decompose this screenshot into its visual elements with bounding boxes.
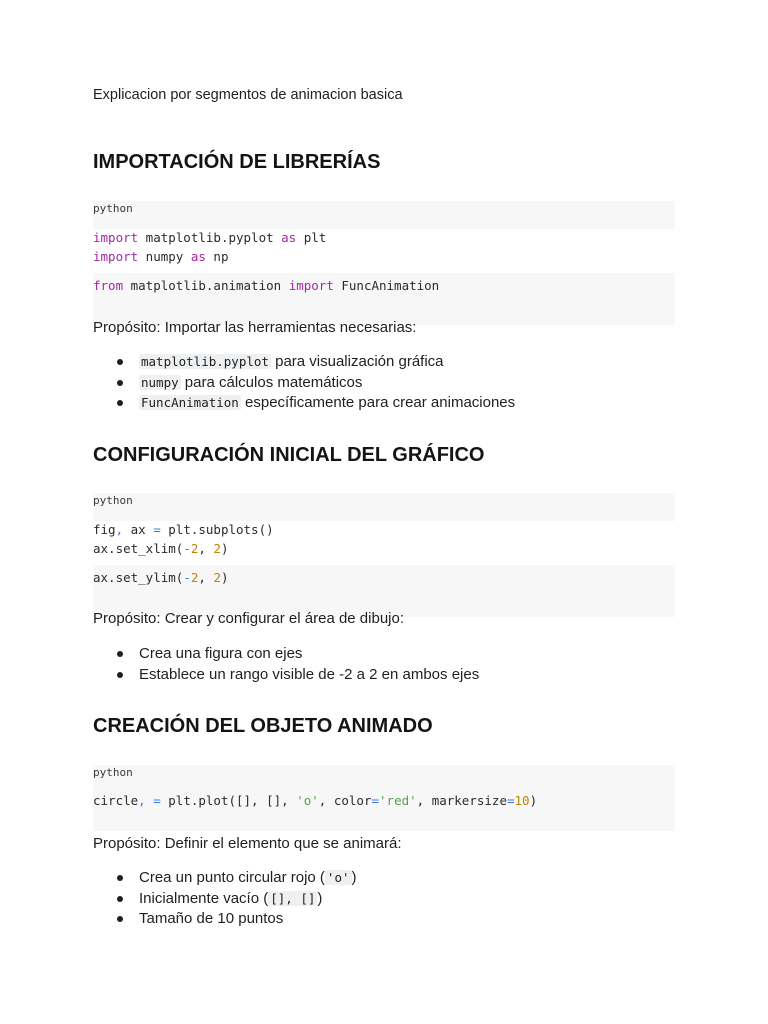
list-item: [93, 352, 515, 373]
code-line: ax.set_ylim(-2, 2): [93, 570, 229, 585]
purpose-text: Propósito: Importar las herramientas necesarias:: [93, 319, 417, 336]
code-line-group: [93, 273, 675, 325]
list-item: Tamaño de 10 puntos: [93, 909, 357, 930]
purpose-text: Propósito: Crear y configurar el área de dibujo:: [93, 610, 405, 627]
code-language-label: python: [93, 493, 675, 521]
list-item-text: Crea un punto circular rojo (: [139, 869, 325, 886]
list-item: [93, 889, 357, 910]
inline-code: numpy: [141, 374, 179, 390]
code-line: from matplotlib.animation import FuncAnimation: [93, 278, 440, 293]
inline-code: 'o': [326, 870, 350, 885]
bullet-list-imports: [93, 352, 515, 414]
code-language-label: python: [93, 201, 675, 229]
section-heading-imports: IMPORTACIÓN DE LIBRERÍAS: [93, 151, 381, 173]
code-line: import numpy as np: [93, 248, 229, 264]
list-item: Crea una figura con ejes: [93, 644, 479, 665]
list-item-text: para visualización gráfica: [270, 353, 444, 370]
code-line: circle, = plt.plot([], [], 'o', color='red', markersize=10): [93, 793, 538, 808]
document-subtitle: Explicacion por segmentos de animacion basica: [93, 87, 403, 103]
list-item-text: ): [351, 869, 357, 886]
list-item: [93, 868, 357, 889]
list-item: [93, 393, 515, 414]
inline-code: matplotlib.pyplot: [141, 354, 269, 369]
code-block-config: [93, 493, 675, 617]
list-item-text: para cálculos matemáticos: [180, 373, 363, 391]
code-line: ax.set_xlim(-2, 2): [93, 540, 229, 556]
inline-code: FuncAnimation: [141, 395, 239, 410]
list-item-text: ): [317, 889, 323, 907]
list-item-text: específicamente para crear animaciones: [240, 394, 516, 411]
inline-code: [], []: [270, 890, 316, 906]
code-line: fig, ax = plt.subplots(): [93, 522, 274, 537]
bullet-list-object: [93, 868, 357, 930]
code-block-imports: [93, 201, 675, 325]
code-language-label: python: [93, 765, 675, 792]
list-item: Establece un rango visible de -2 a 2 en ambos ejes: [93, 665, 479, 686]
code-block-object: [93, 765, 675, 831]
section-heading-config: CONFIGURACIÓN INICIAL DEL GRÁFICO: [93, 444, 485, 466]
section-heading-object: CREACIÓN DEL OBJETO ANIMADO: [93, 715, 433, 737]
purpose-text: Propósito: Definir el elemento que se animará:: [93, 835, 402, 852]
list-item: [93, 373, 515, 394]
bullet-list-config: [93, 644, 479, 685]
code-line: import matplotlib.pyplot as plt: [93, 230, 327, 245]
list-item-text: Inicialmente vacío (: [139, 889, 269, 907]
